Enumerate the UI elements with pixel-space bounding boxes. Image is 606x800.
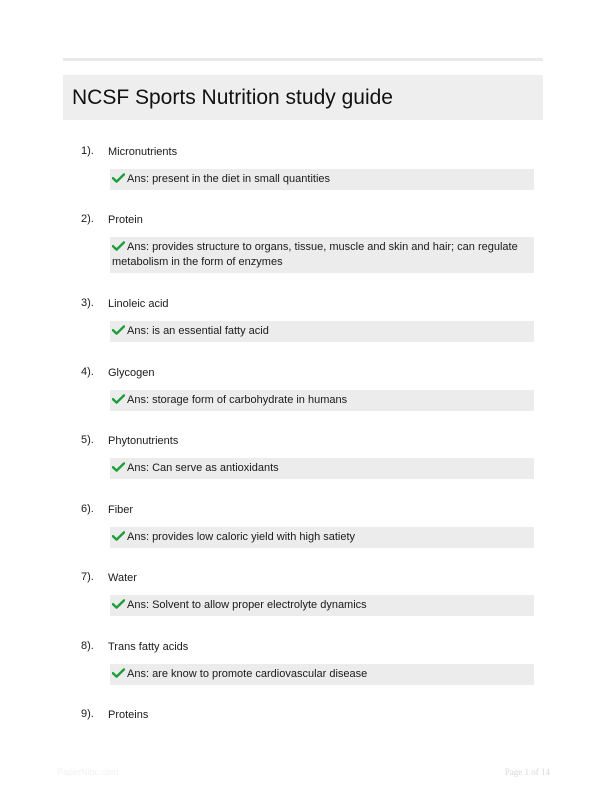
title-bar xyxy=(63,75,543,120)
page-number: Page 1 of 14 xyxy=(504,767,550,777)
answer-box xyxy=(110,664,534,685)
checkmark-icon xyxy=(112,173,125,183)
question-term: Proteins xyxy=(108,709,149,721)
question-term: Protein xyxy=(108,214,143,226)
checkmark-icon xyxy=(112,325,125,335)
answer-box xyxy=(110,390,534,411)
question-number: 9). xyxy=(81,708,94,720)
question-term: Micronutrients xyxy=(108,146,178,158)
answer-text: Ans: Solvent to allow proper electrolyte dynamics xyxy=(127,599,367,611)
footer-site: PaperNibc.com xyxy=(57,767,119,777)
checkmark-icon xyxy=(112,394,125,404)
answer-box xyxy=(110,527,534,548)
question-number: 2). xyxy=(81,213,94,225)
answer-box xyxy=(110,595,534,616)
question-number: 3). xyxy=(81,297,94,309)
question-term: Phytonutrients xyxy=(108,435,179,447)
question-term: Glycogen xyxy=(108,367,155,379)
answer-text: Ans: present in the diet in small quantities xyxy=(127,173,331,185)
answer-box xyxy=(110,321,534,342)
question-term: Trans fatty acids xyxy=(108,641,189,653)
question-number: 5). xyxy=(81,434,94,446)
question-number: 7). xyxy=(81,571,94,583)
answer-text: Ans: storage form of carbohydrate in humans xyxy=(127,394,348,406)
answer-text: Ans: provides low caloric yield with high satiety xyxy=(127,531,356,543)
checkmark-icon xyxy=(112,599,125,609)
answer-text: Ans: is an essential fatty acid xyxy=(127,325,269,337)
answer-text: Ans: provides structure to organs, tissue, muscle and skin and hair; can regulate metabolism in the form of enzymes xyxy=(112,241,518,268)
answer-box xyxy=(110,237,534,273)
page-title: NCSF Sports Nutrition study guide xyxy=(72,85,393,109)
checkmark-icon xyxy=(112,462,125,472)
checkmark-icon xyxy=(112,668,125,678)
checkmark-icon xyxy=(112,241,125,251)
answer-box xyxy=(110,458,534,479)
question-term: Water xyxy=(108,572,137,584)
question-term: Fiber xyxy=(108,504,134,516)
question-term: Linoleic acid xyxy=(108,298,169,310)
top-divider xyxy=(63,58,543,61)
question-number: 8). xyxy=(81,640,94,652)
answer-box xyxy=(110,169,534,190)
question-number: 6). xyxy=(81,503,94,515)
question-number: 4). xyxy=(81,366,94,378)
checkmark-icon xyxy=(112,531,125,541)
question-number: 1). xyxy=(81,145,94,157)
answer-text: Ans: Can serve as antioxidants xyxy=(127,462,279,474)
answer-text: Ans: are know to promote cardiovascular disease xyxy=(127,668,368,680)
